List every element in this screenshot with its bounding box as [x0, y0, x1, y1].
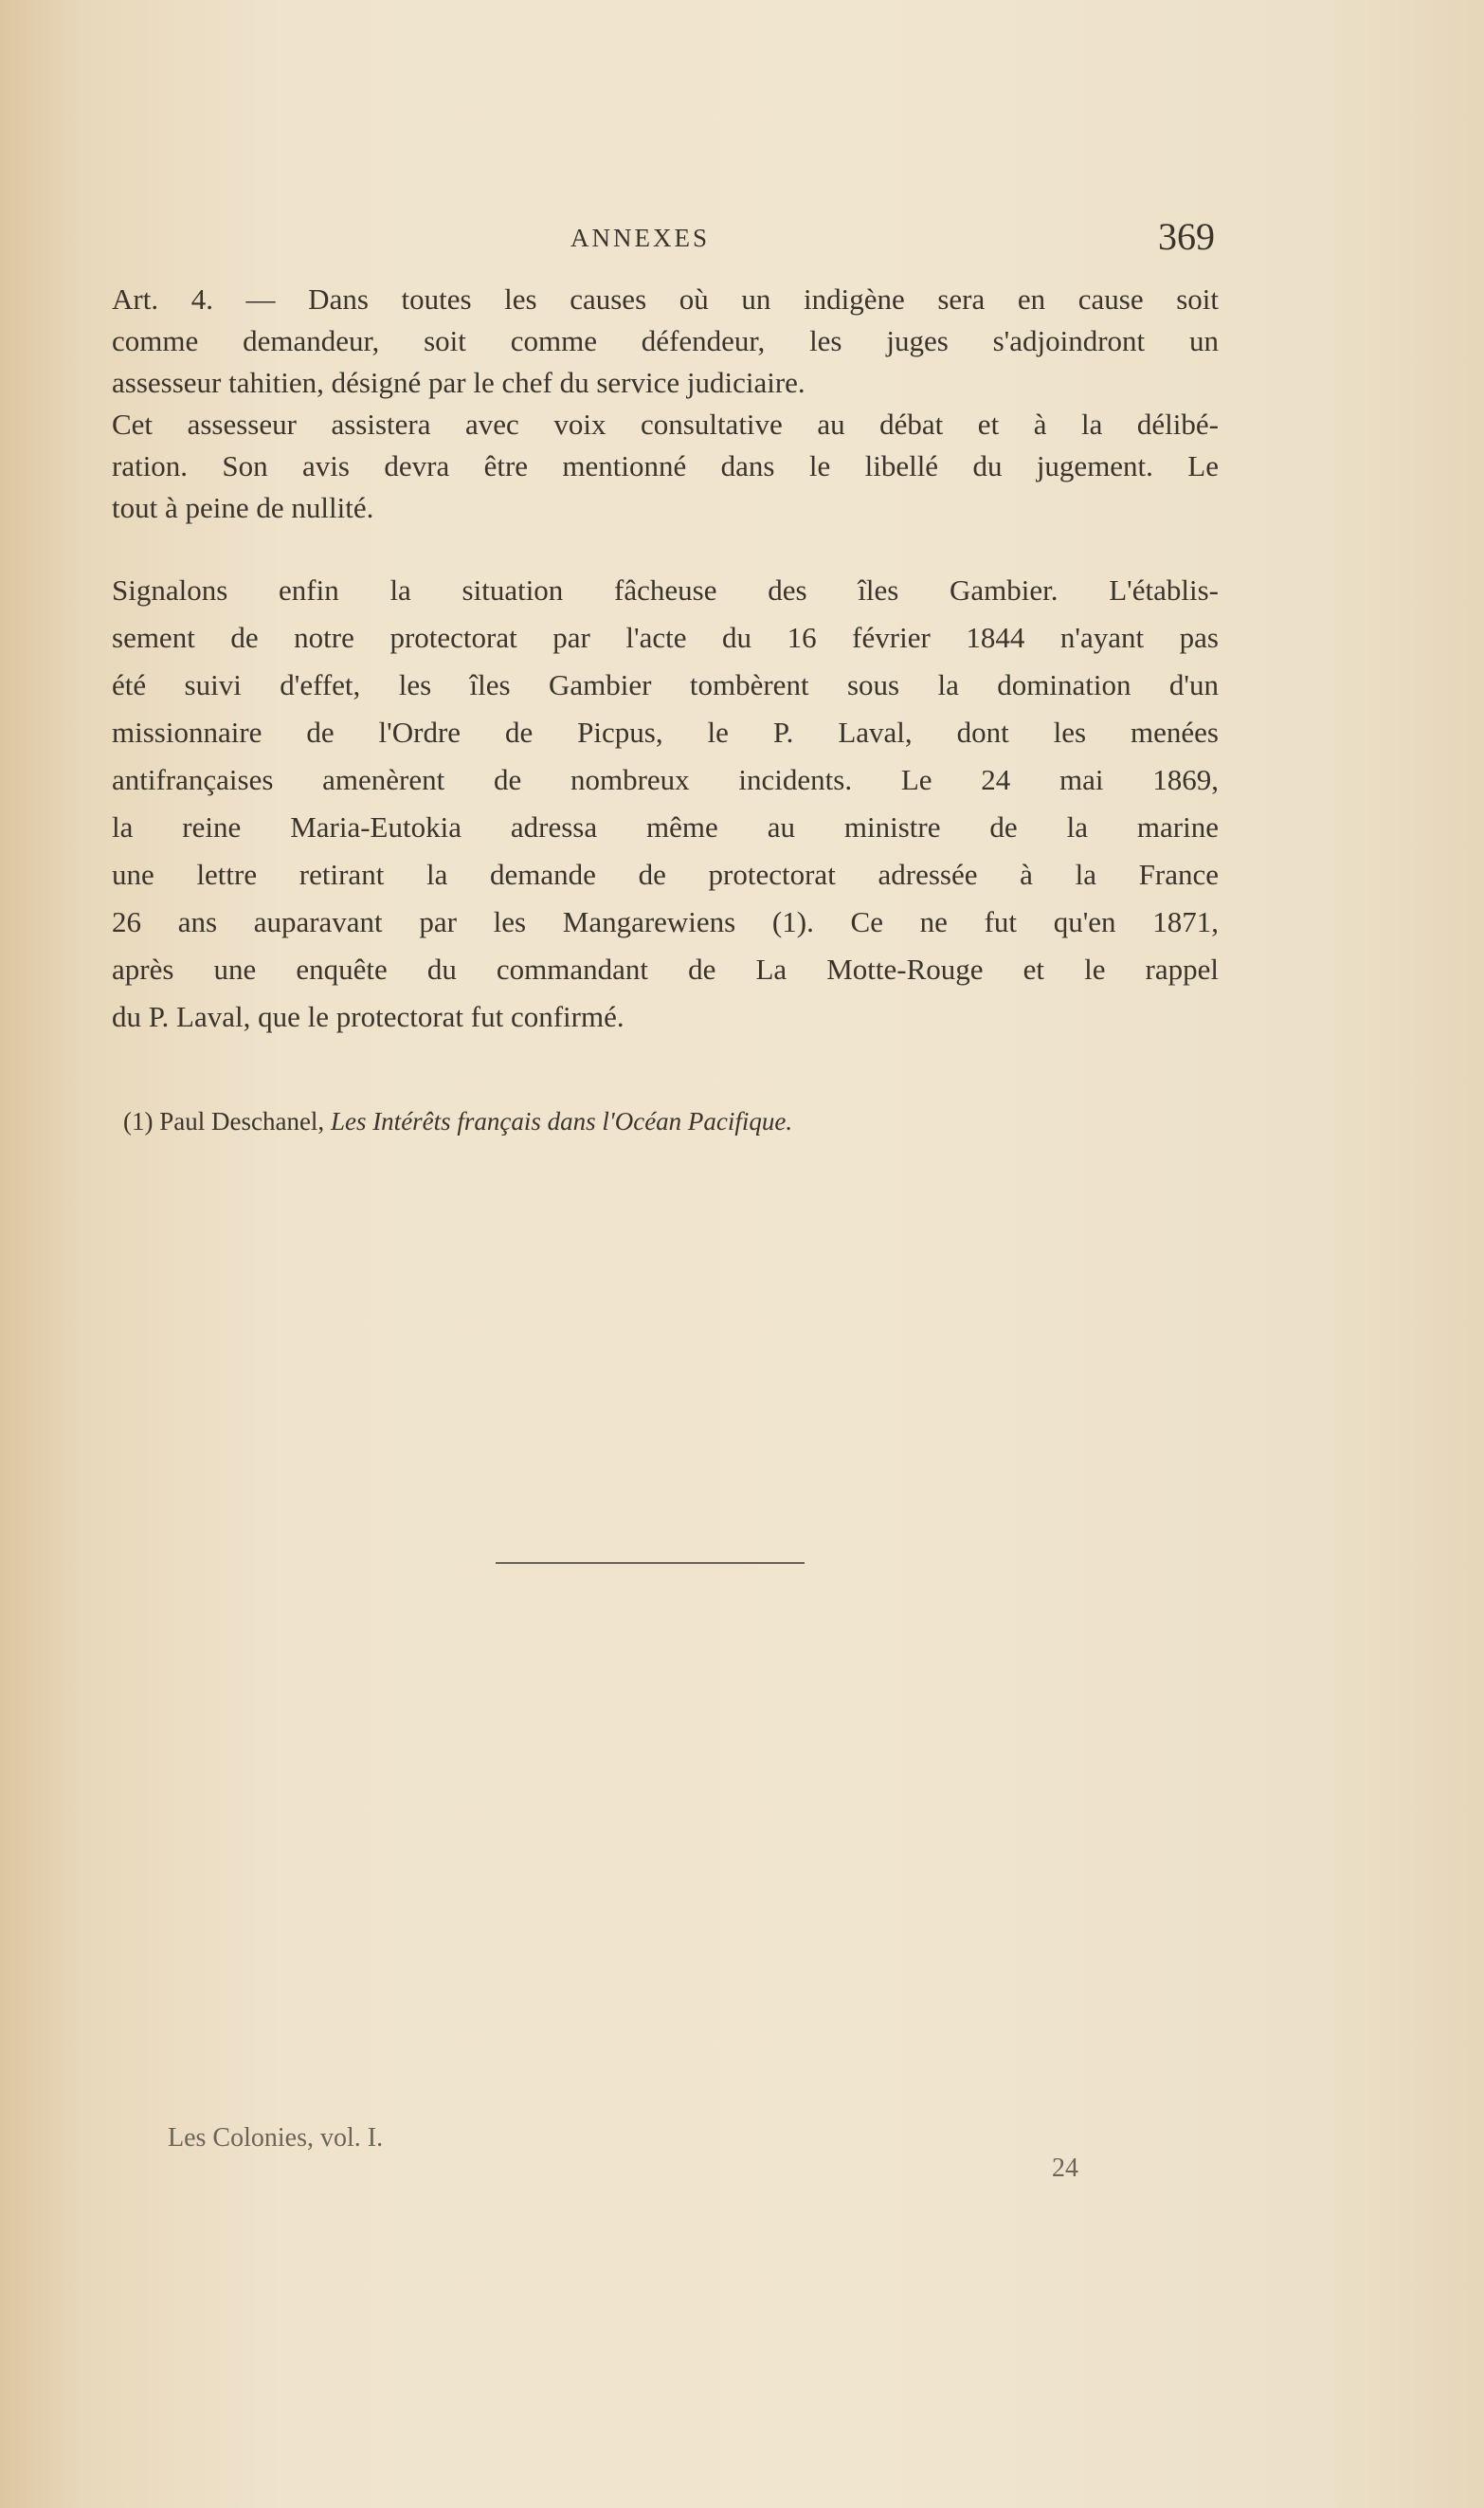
- text-line: Cet assesseur assistera avec voix consultative au débat et à la délibé-: [112, 408, 1219, 441]
- text-line: après une enquête du commandant de La Motte-Rouge et le rappel: [112, 953, 1219, 986]
- footnote-title: Les Intérêts français dans l'Océan Pacifique.: [330, 1107, 793, 1136]
- footnote-marker: (1): [123, 1107, 154, 1136]
- text-line: une lettre retirant la demande de protectorat adressée à la France: [112, 858, 1219, 891]
- text-line: assesseur tahitien, désigné par le chef du service judiciaire.: [112, 366, 805, 399]
- page-number: 369: [1158, 215, 1215, 258]
- running-head: ANNEXES: [570, 224, 710, 252]
- sheet-number: 24: [1052, 2154, 1078, 2183]
- gambier-paragraph: [112, 567, 1219, 1041]
- text-line: tout à peine de nullité.: [112, 491, 374, 524]
- text-line: missionnaire de l'Ordre de Picpus, le P. Laval, dont les menées: [112, 716, 1219, 749]
- text-line: 26 ans auparavant par les Mangarewiens (1). Ce ne fut qu'en 1871,: [112, 905, 1219, 938]
- text-line: Art. 4. — Dans toutes les causes où un indigène sera en cause soit: [112, 282, 1219, 316]
- text-line: ration. Son avis devra être mentionné dans le libellé du jugement. Le: [112, 449, 1219, 482]
- text-line: sement de notre protectorat par l'acte du 16 février 1844 n'ayant pas: [112, 621, 1219, 654]
- printer-signature: Les Colonies, vol. I.: [168, 2123, 384, 2153]
- footnote: [123, 1107, 792, 1136]
- text-line: Signalons enfin la situation fâcheuse des îles Gambier. L'établis-: [112, 573, 1219, 607]
- article-4-paragraph: [112, 279, 1219, 529]
- text-line: du P. Laval, que le protectorat fut confirmé.: [112, 1000, 624, 1033]
- text-line: été suivi d'effet, les îles Gambier tombèrent sous la domination d'un: [112, 668, 1219, 701]
- text-line: la reine Maria-Eutokia adressa même au ministre de la marine: [112, 810, 1219, 844]
- text-line: comme demandeur, soit comme défendeur, les juges s'adjoindront un: [112, 324, 1219, 357]
- end-rule-divider: [496, 1562, 805, 1564]
- footnote-author: Paul Deschanel,: [159, 1107, 325, 1136]
- text-line: antifrançaises amenèrent de nombreux incidents. Le 24 mai 1869,: [112, 763, 1219, 796]
